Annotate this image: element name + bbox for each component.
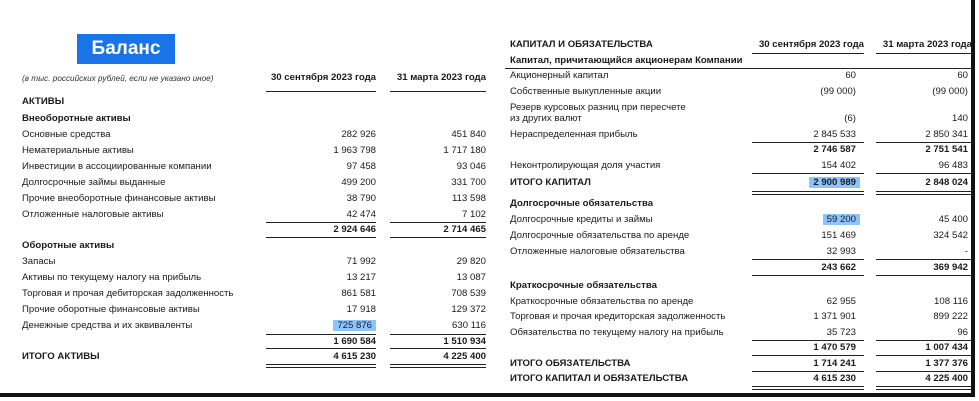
row-value-sep: 17 918	[346, 304, 376, 315]
row-label: Денежные средства и их эквиваленты	[22, 320, 193, 331]
noncurrent-total-mar: 2 714 465	[443, 224, 486, 235]
st-header: Краткосрочные обязательства	[510, 280, 657, 291]
row-label: Запасы	[22, 256, 56, 267]
row-value-mar: 96	[957, 327, 968, 338]
row-value-mar: 140	[951, 113, 968, 124]
row-value-sep: 151 469	[821, 230, 856, 241]
row-value-mar: 29 820	[456, 256, 486, 267]
row-label: Долгосрочные обязательства по аренде	[510, 230, 690, 241]
row-label-cont: из других валют	[510, 113, 582, 124]
row-value-mar: 1 717 180	[443, 145, 486, 156]
highlighted-value: 2 900 989	[809, 177, 860, 188]
row-value-sep: 499 200	[341, 177, 376, 188]
row-label: Прочие оборотные финансовые активы	[22, 304, 200, 315]
row-value-mar: 60	[957, 70, 968, 81]
row-value-mar: 93 046	[456, 161, 486, 172]
row-label: Отложенные налоговые обязательства	[510, 246, 685, 257]
row-label: Активы по текущему налогу на прибыль	[22, 272, 202, 283]
row-value-sep: 42 474	[346, 209, 376, 220]
row-value-mar: -	[964, 246, 968, 257]
row-label: Основные средства	[22, 129, 111, 140]
current-header: Оборотные активы	[22, 240, 115, 251]
total-eq-liab-mar: 4 225 400	[925, 373, 968, 384]
row-value-sep: 32 993	[826, 246, 856, 257]
row-value-mar: 708 539	[451, 288, 486, 299]
row-label: Резерв курсовых разниц при пересчете	[510, 102, 686, 113]
noncurrent-total-sep: 2 924 646	[333, 224, 376, 235]
row-label: Отложенные налоговые активы	[22, 209, 164, 220]
equity-header: Капитал, причитающийся акционерам Компании	[510, 55, 743, 66]
row-value-mar: 113 598	[452, 193, 486, 204]
total-assets-sep: 4 615 230	[333, 351, 376, 362]
row-value-sep: 282 926	[341, 129, 376, 140]
right-header: КАПИТАЛ И ОБЯЗАТЕЛЬСТВА	[510, 39, 653, 50]
row-value-mar: 630 116	[452, 320, 486, 331]
total-equity-mar: 2 848 024	[925, 177, 968, 188]
row-value-sep: 38 790	[346, 193, 376, 204]
total-equity-label: ИТОГО КАПИТАЛ	[510, 177, 591, 188]
current-total-mar: 1 510 934	[443, 336, 486, 347]
row-value-sep: 1 963 798	[333, 145, 376, 156]
row-value-sep: 13 217	[346, 272, 376, 283]
lt-total-mar: 369 942	[933, 262, 968, 273]
row-label: Неконтролирующая доля участия	[510, 160, 661, 171]
row-value-sep: 154 402	[821, 160, 856, 171]
row-value-mar: 451 840	[451, 129, 486, 140]
assets-header: АКТИВЫ	[22, 96, 65, 107]
row-value-mar: 324 542	[933, 230, 968, 241]
row-value-mar: 13 087	[456, 272, 486, 283]
row-label: Собственные выкупленные акции	[510, 86, 662, 97]
lt-header: Долгосрочные обязательства	[510, 198, 654, 209]
row-label: Торговая и прочая кредиторская задолженность	[510, 311, 726, 322]
total-equity-sep	[752, 177, 860, 188]
page-title: Баланс	[77, 34, 175, 64]
row-label: Акционерный капитал	[510, 70, 609, 81]
row-value-sep: 1 371 901	[813, 311, 856, 322]
row-label: Краткосрочные обязательства по аренде	[510, 296, 694, 307]
st-total-mar: 1 007 434	[925, 342, 968, 353]
row-label: Долгосрочные займы выданные	[22, 177, 166, 188]
row-value-mar: 108 116	[934, 296, 968, 307]
st-total-sep: 1 470 579	[813, 342, 856, 353]
row-label: Торговая и прочая дебиторская задолженность	[22, 288, 234, 299]
row-label: Инвестиции в ассоциированные компании	[22, 161, 212, 172]
total-assets-mar: 4 225 400	[443, 351, 486, 362]
row-label: Нераспределенная прибыль	[510, 129, 638, 140]
row-value-sep: 60	[845, 70, 856, 81]
row-label: Нематериальные активы	[22, 145, 134, 156]
row-value-mar: (99 000)	[932, 86, 968, 97]
row-label: Долгосрочные кредиты и займы	[510, 214, 653, 225]
row-value-mar: 45 400	[938, 214, 968, 225]
row-value-sep: (6)	[844, 113, 856, 124]
equity-subtotal-mar: 2 751 541	[925, 144, 968, 155]
total-liabilities-mar: 1 377 376	[925, 358, 968, 369]
lt-total-sep: 243 662	[821, 262, 856, 273]
row-value-sep: 62 955	[826, 296, 856, 307]
row-value-sep: 97 458	[346, 161, 376, 172]
highlighted-value: 59 200	[823, 214, 860, 225]
row-value-sep	[268, 320, 376, 331]
row-value-sep: (99 000)	[820, 86, 856, 97]
row-value-mar: 331 700	[451, 177, 486, 188]
left-col1-header: 30 сентября 2023 года	[270, 72, 376, 83]
unit-note: (в тыс. российских рублей, если не указано иное)	[22, 74, 214, 83]
current-total-sep: 1 690 584	[333, 336, 376, 347]
row-value-sep: 71 992	[346, 256, 376, 267]
row-value-mar: 96 483	[938, 160, 968, 171]
total-liabilities-sep: 1 714 241	[813, 358, 856, 369]
row-label: Прочие внеоборотные финансовые активы	[22, 193, 216, 204]
noncurrent-header: Внеоборотные активы	[22, 113, 131, 124]
row-value-mar: 7 102	[461, 209, 486, 220]
right-col2-header: 31 марта 2023 года	[882, 39, 972, 50]
left-col2-header: 31 марта 2023 года	[396, 72, 486, 83]
row-label: Обязательства по текущему налогу на прибыль	[510, 327, 724, 338]
highlighted-value: 725 876	[333, 320, 376, 331]
row-value-mar: 2 850 341	[925, 129, 968, 140]
equity-subtotal-sep: 2 746 587	[813, 144, 856, 155]
row-value-mar: 129 372	[451, 304, 486, 315]
total-assets-label: ИТОГО АКТИВЫ	[22, 351, 100, 362]
total-liabilities-label: ИТОГО ОБЯЗАТЕЛЬСТВА	[510, 358, 631, 369]
row-value-mar: 899 222	[933, 311, 968, 322]
row-value-sep: 861 581	[341, 288, 376, 299]
row-value-sep	[752, 214, 860, 225]
row-value-sep: 35 723	[826, 327, 856, 338]
total-eq-liab-sep: 4 615 230	[813, 373, 856, 384]
row-value-sep: 2 845 533	[813, 129, 856, 140]
right-col1-header: 30 сентября 2023 года	[758, 39, 864, 50]
total-eq-liab-label: ИТОГО КАПИТАЛ И ОБЯЗАТЕЛЬСТВА	[510, 373, 689, 384]
